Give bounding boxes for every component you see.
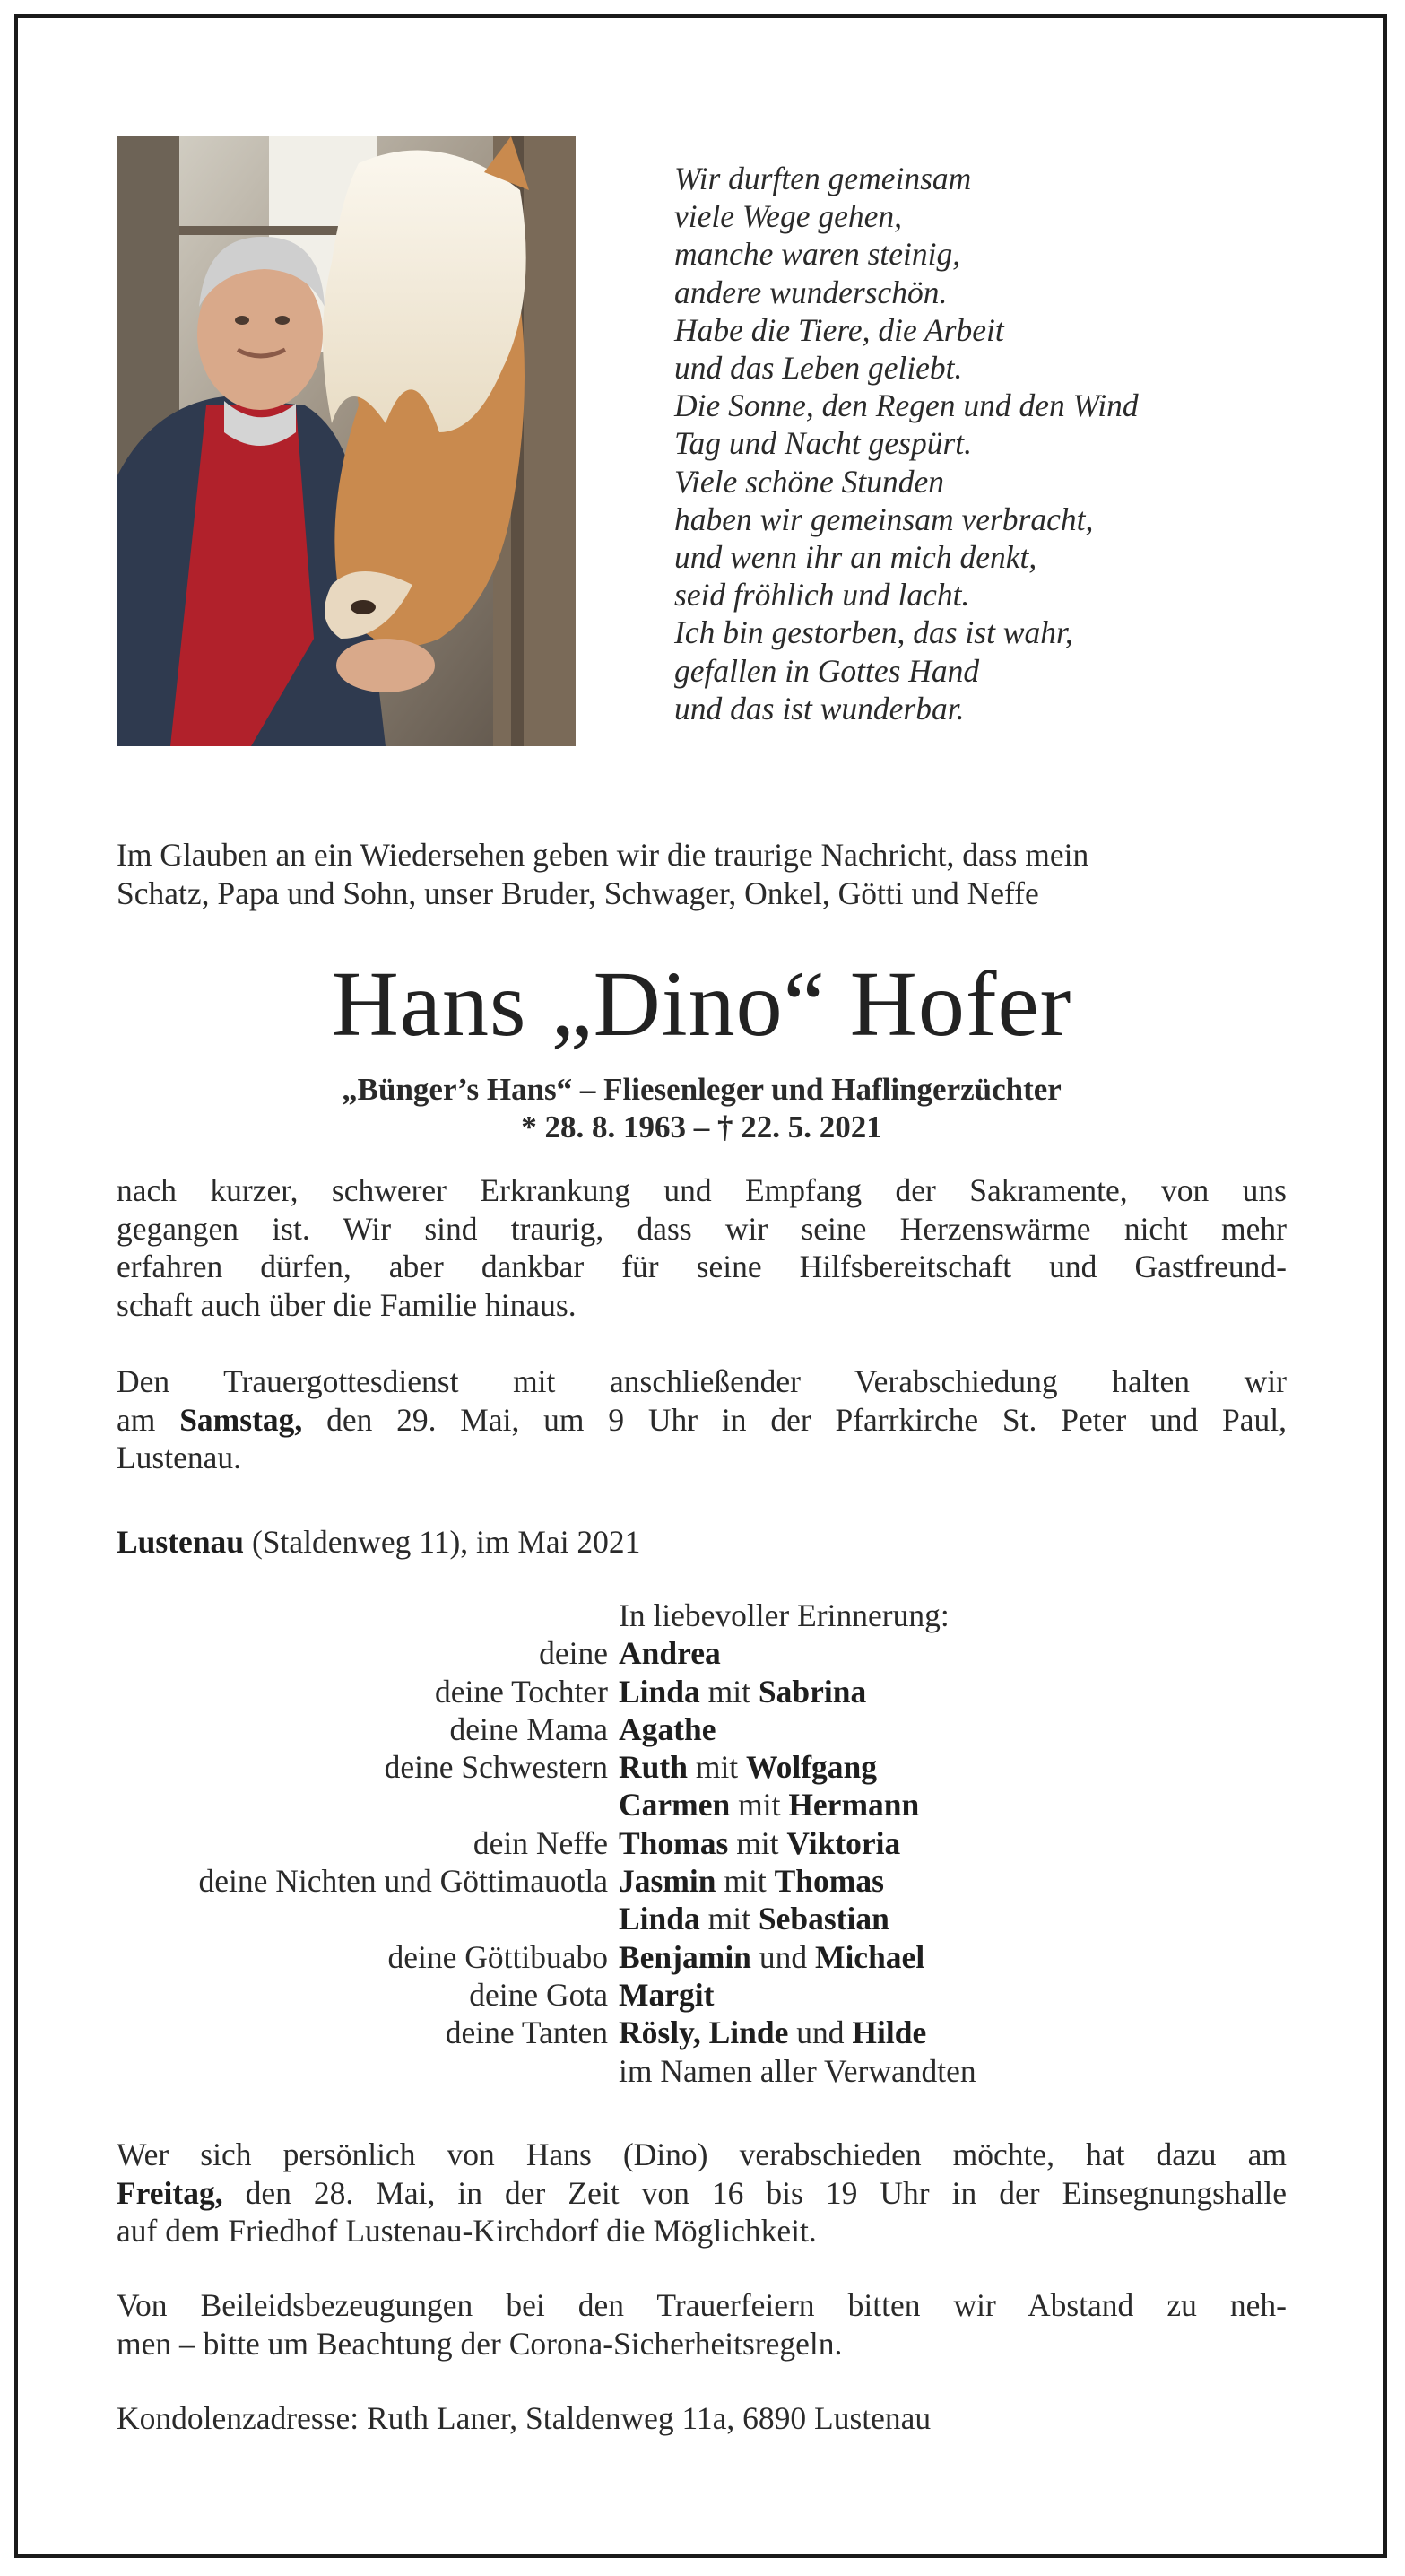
mourner-name: Wolfgang (746, 1749, 878, 1786)
poem-line: seid fröhlich und lacht. (674, 577, 970, 614)
mourner-name: Hilde (852, 2015, 927, 2051)
viewing-line-post: den 28. Mai, in der Zeit von 16 bis 19 Uhr in der Einsegnungshalle (222, 2174, 1287, 2211)
memorial-poem (674, 160, 1139, 727)
funeral-day: Samstag, (179, 1401, 303, 1438)
deceased-photo (117, 136, 576, 746)
intro-paragraph (117, 836, 1287, 912)
mourner-row (117, 1976, 1287, 2014)
mourner-conjunction: mit (687, 1749, 747, 1786)
mourner-relation: dein Neffe (473, 1824, 608, 1861)
mourner-relation: deine Tochter (434, 1673, 608, 1710)
mourner-row (117, 1634, 1287, 1672)
condolence-address: Kondolenzadresse: Ruth Laner, Staldenweg 11a, 6890 Lustenau (117, 2400, 932, 2436)
intro-line: Schatz, Papa und Sohn, unser Bruder, Schwager, Onkel, Götti und Neffe (117, 875, 1039, 911)
mourners-heading: In liebevoller Erinnerung: (619, 1597, 950, 1633)
mourner-conjunction: mit (699, 1673, 759, 1710)
poem-line: viele Wege gehen, (674, 198, 902, 235)
mourner-row (117, 2014, 1287, 2051)
condolence-note-line: men – bitte um Beachtung der Corona-Sicherheitsregeln. (117, 2325, 843, 2362)
poem-line: haben wir gemeinsam verbracht, (674, 500, 1094, 537)
mourner-name: Sebastian (758, 1901, 889, 1937)
mourner-relation (117, 1900, 619, 1937)
mourner-relation: deine Nichten und Göttimauotla (198, 1863, 608, 1900)
mourner-name: Jasmin (619, 1863, 716, 1900)
poem-line: und das Leben geliebt. (674, 350, 963, 387)
mourner-conjunction: mit (716, 1863, 775, 1900)
place-name: Lustenau (117, 1524, 245, 1560)
poem-line: Tag und Nacht gespürt. (674, 425, 973, 462)
mourner-name: Thomas (619, 1824, 729, 1861)
mourner-name: Agathe (619, 1710, 716, 1747)
poem-line: gefallen in Gottes Hand (674, 652, 980, 689)
life-dates: * 28. 8. 1963 – † 22. 5. 2021 (521, 1110, 882, 1144)
mourner-name: Hermann (788, 1787, 920, 1823)
poem-line: manche waren steinig, (674, 236, 961, 273)
mourner-relation: deine Göttibuabo (387, 1938, 608, 1975)
mourner-name: Margit (619, 1976, 715, 2013)
condolence-note (117, 2286, 1287, 2363)
poem-line: und das ist wunderbar. (674, 690, 965, 727)
mourner-row (117, 1748, 1287, 1786)
funeral-line: Den Trauergottesdienst mit anschließender Verabschiedung halten wir (117, 1363, 1287, 1399)
mourner-name: Michael (814, 1938, 925, 1975)
mourner-name: Ruth (619, 1749, 688, 1786)
death-notice-line: schaft auch über die Familie hinaus. (117, 1286, 577, 1323)
mourner-name: Carmen (619, 1787, 731, 1823)
death-notice-line: nach kurzer, schwerer Erkrankung und Empfang der Sakramente, von uns (117, 1172, 1287, 1208)
death-notice-line: gegangen ist. Wir sind traurig, dass wir seine Herzenswärme nicht mehr (117, 1210, 1287, 1247)
mourner-name: Sabrina (758, 1673, 867, 1710)
viewing-line (117, 2174, 1287, 2213)
mourner-relation: deine Schwestern (384, 1749, 608, 1786)
nickname-profession: „Bünger’s Hans“ – Fliesenleger und Haflingerzüchter (342, 1072, 1062, 1107)
death-notice-paragraph (117, 1171, 1287, 1324)
mourner-row (117, 1862, 1287, 1900)
mourner-name: Thomas (774, 1863, 884, 1900)
mourner-relation: deine (539, 1635, 608, 1672)
place-date (117, 1523, 1287, 1562)
mourner-name: Rösly, Linde (619, 2015, 789, 2051)
mourners-closing: im Namen aller Verwandten (619, 2052, 976, 2089)
mourner-conjunction: und (750, 1938, 815, 1975)
poem-line: Die Sonne, den Regen und den Wind (674, 387, 1139, 424)
mourner-name: Viktoria (786, 1824, 901, 1861)
mourner-row (117, 1824, 1287, 1862)
funeral-line (117, 1401, 1287, 1440)
poem-line: andere wunderschön. (674, 274, 948, 310)
mourner-conjunction: mit (730, 1787, 789, 1823)
poem-line: und wenn ihr an mich denkt, (674, 539, 1037, 576)
mourner-conjunction: mit (728, 1824, 787, 1861)
funeral-line: Lustenau. (117, 1440, 242, 1475)
viewing-paragraph (117, 2136, 1287, 2250)
funeral-line-pre: am (117, 1401, 180, 1438)
poem-line: Habe die Tiere, die Arbeit (674, 311, 1004, 348)
mourner-row (117, 1710, 1287, 1748)
mourner-relation (117, 1786, 619, 1823)
mourners-list (117, 1597, 1287, 2090)
mourner-row (117, 1786, 1287, 1823)
viewing-day: Freitag, (117, 2174, 223, 2211)
mourner-relation: deine Tanten (445, 2015, 608, 2051)
mourner-conjunction: mit (699, 1901, 759, 1937)
condolence-note-line: Von Beileidsbezeugungen bei den Trauerfeiern bitten wir Abstand zu neh- (117, 2287, 1287, 2323)
death-notice-line: erfahren dürfen, aber dankbar für seine Hilfsbereitschaft und Gastfreund- (117, 1249, 1287, 1284)
mourner-conjunction: und (788, 2015, 853, 2051)
funeral-paragraph (117, 1362, 1287, 1477)
poem-line: Viele schöne Stunden (674, 463, 944, 500)
viewing-line: auf dem Friedhof Lustenau-Kirchdorf die Möglichkeit. (117, 2213, 817, 2249)
place-date-rest: (Staldenweg 11), im Mai 2021 (244, 1524, 641, 1560)
mourner-name: Linda (619, 1673, 700, 1710)
deceased-name: Hans „Dino“ Hofer (331, 953, 1072, 1056)
mourner-name: Linda (619, 1901, 700, 1937)
viewing-line: Wer sich persönlich von Hans (Dino) verabschieden möchte, hat dazu am (117, 2137, 1287, 2172)
mourner-relation: deine Mama (449, 1710, 608, 1747)
poem-line: Wir durften gemeinsam (674, 161, 972, 196)
intro-line: Im Glauben an ein Wiedersehen geben wir die traurige Nachricht, dass mein (117, 837, 1089, 873)
poem-line: Ich bin gestorben, das ist wahr, (674, 614, 1073, 651)
mourner-name: Andrea (619, 1635, 721, 1672)
mourner-row (117, 1938, 1287, 1976)
mourner-relation: deine Gota (469, 1976, 608, 2013)
funeral-line-post: den 29. Mai, um 9 Uhr in der Pfarrkirche St. Peter und Paul, (302, 1401, 1288, 1438)
mourner-row (117, 1673, 1287, 1710)
mourner-name: Benjamin (619, 1938, 751, 1975)
mourner-row (117, 1900, 1287, 1937)
